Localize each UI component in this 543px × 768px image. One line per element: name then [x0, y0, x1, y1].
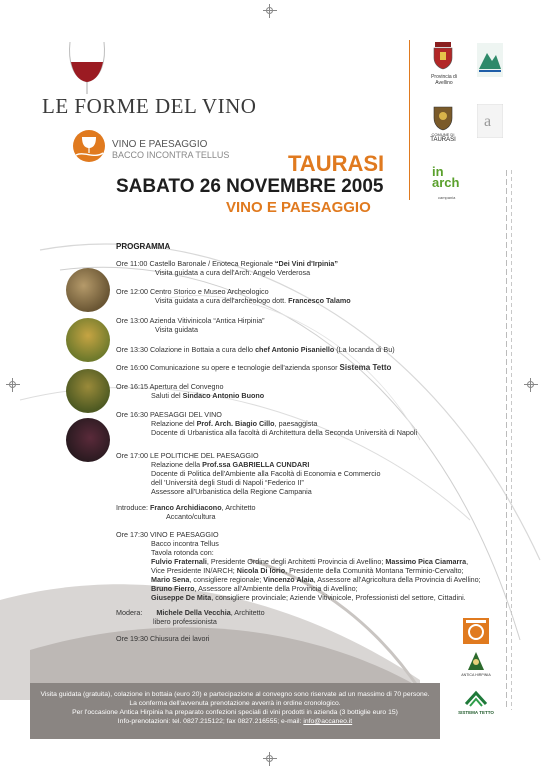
- item-time: Ore 19:30: [116, 634, 148, 643]
- program-item-1100: [116, 259, 338, 277]
- item-time: Modera:: [116, 608, 143, 617]
- tavola-name: Bruno Fierro: [151, 584, 195, 593]
- provincia-label: Provincia di Avellino: [431, 74, 457, 86]
- inarch-logo: in arch: [432, 164, 460, 190]
- item-time: Ore 17:30: [116, 530, 148, 539]
- item-line: Castello Baronale / Enoteca Regionale: [149, 259, 275, 268]
- item-time: Ore 16:00: [116, 363, 148, 372]
- item-line: Bacco incontra Tellus: [151, 539, 219, 548]
- item-time: Ore 13:00: [116, 316, 148, 325]
- vino-paesaggio-icon: [72, 129, 106, 163]
- tavola-text: , Presidente della Comunità Montana Terminio-Cervalto;: [285, 566, 464, 575]
- tavola-text: Vice Presidente IN/ARCH;: [151, 566, 237, 575]
- item-line: dell 'Università degli Studi di Napoli “Federico II”: [151, 478, 304, 487]
- program-item-modera: [116, 608, 265, 626]
- photo-vine-field: [66, 369, 110, 413]
- item-time: Ore 11:00: [116, 259, 148, 268]
- item-line: Colazione in Bottaia a cura dello: [149, 345, 256, 354]
- provincia-crest-icon: [432, 42, 454, 70]
- tavola-name: Fulvio Fraternali: [151, 557, 207, 566]
- item-line-bold: chef Antonio Pisaniello: [255, 345, 335, 354]
- item-line-bold: Sindaco Antonio Buono: [182, 391, 265, 400]
- item-line: libero professionista: [153, 617, 217, 626]
- item-line: , Architetto: [230, 608, 265, 617]
- program-item-1300: [116, 316, 265, 334]
- item-line-bold: Francesco Talamo: [288, 296, 351, 305]
- item-line: Accanto/cultura: [166, 512, 216, 521]
- program-item-1615: [116, 382, 264, 400]
- footer-line: Per l'occasione Antica Hirpinia ha preparato confezioni speciali di vini prodotti in azienda (3 bottiglie euro 15): [72, 709, 398, 716]
- item-line: Visita guidata a cura dell'Arch. Angelo Verderosa: [155, 268, 311, 277]
- photo-harvest: [66, 418, 110, 462]
- sponsor-orange-logo-icon: [463, 618, 489, 644]
- item-time: Ore 13:30: [116, 345, 148, 354]
- item-time: Introduce:: [116, 503, 148, 512]
- heading-theme: VINO E PAESAGGIO: [226, 199, 371, 216]
- item-time: Ore 12:00: [116, 287, 148, 296]
- accademia-logo-icon: [477, 104, 503, 138]
- item-line-bold: Sistema Tetto: [339, 363, 392, 372]
- item-time: Ore 16:30: [116, 410, 148, 419]
- item-time: Ore 17:00: [116, 451, 148, 460]
- item-line: Visita guidata: [155, 325, 199, 334]
- comunita-montana-icon: [477, 43, 503, 77]
- tavola-text: , Assessore all'Agricoltura della Provincia di Avellino;: [313, 575, 481, 584]
- item-line: Comunicazione su opere e tecnologie dell'azienda sponsor: [149, 363, 340, 372]
- item-line: Relazione della: [151, 460, 203, 469]
- footer-line: Visita guidata (gratuita), colazione in bottaia (euro 20) e partecipazione al convegno sono riservate ad un massimo di 70 persone.: [40, 691, 430, 698]
- item-line: PAESAGGI DEL VINO: [149, 410, 222, 419]
- item-line: (La locanda di Bu): [334, 345, 395, 354]
- tavola-name: Giuseppe De Mita: [151, 593, 212, 602]
- tavola-text: , consigliere provinciale; Aziende Vitivinicole, Professionisti del settore, Cittadini.: [211, 593, 466, 602]
- item-line-bold: “Dei Vini d'Irpinia”: [274, 259, 338, 268]
- item-line: Chiusura dei lavori: [149, 634, 210, 643]
- item-line: Azienda Vitivinicola “Antica Hirpinia”: [149, 316, 265, 325]
- item-line: Assessore all'Urbanistica della Regione Campania: [151, 487, 312, 496]
- program-item-1930: [116, 634, 210, 643]
- item-line: Centro Storico e Museo Archeologico: [149, 287, 269, 296]
- tavola-text: , Presidente Ordine degli Architetti Provincia di Avellino;: [206, 557, 386, 566]
- item-line: , Architetto: [221, 503, 256, 512]
- photo-vineyard-rows: [66, 268, 110, 312]
- vertical-fine-print: [506, 170, 518, 710]
- program-item-1630: [116, 410, 417, 437]
- sistema-tetto-icon: [464, 690, 488, 708]
- comune-name: TAURASI: [430, 137, 456, 143]
- program-item-introduce: [116, 503, 256, 521]
- tavola-name: Massimo Pica Ciamarra: [385, 557, 467, 566]
- inarch-sub: campania: [438, 195, 456, 200]
- footer-text: [30, 690, 440, 726]
- taurasi-crest-icon: [432, 103, 454, 131]
- item-line: Tavola rotonda con:: [151, 548, 214, 557]
- logo-subtitle-1: VINO E PAESAGGIO: [112, 139, 208, 150]
- item-line: Relazione del: [151, 419, 197, 428]
- tavola-text: , consigliere regionale;: [189, 575, 264, 584]
- item-line: VINO E PAESAGGIO: [149, 530, 219, 539]
- tavola-name: Mario Sena: [151, 575, 190, 584]
- tavola-name: Vincenzo Alaia: [263, 575, 314, 584]
- comune-label: COMUNE DI: [431, 132, 455, 137]
- antica-hirpinia-label: ANTICA HIRPINIA: [461, 673, 491, 677]
- item-line-bold: Michele Della Vecchia: [156, 608, 231, 617]
- tavola-text: , Assessore all'Ambiente della Provincia di Avellino;: [194, 584, 358, 593]
- programma-title: PROGRAMMA: [116, 242, 171, 251]
- item-line: Docente di Politica dell'Ambiente alla Facoltà di Economia e Commercio: [151, 469, 381, 478]
- program-item-1330: [116, 345, 395, 354]
- tavola-rotonda-list: [151, 557, 481, 602]
- tavola-name: Nicola Di Iorio: [236, 566, 286, 575]
- tavola-text: ,: [466, 557, 469, 566]
- item-line: Saluti del: [151, 391, 183, 400]
- svg-text:a: a: [484, 113, 492, 130]
- logo-subtitle-2: BACCO INCONTRA TELLUS: [112, 150, 230, 160]
- photo-grapes: [66, 318, 110, 362]
- item-line: , paesaggista: [274, 419, 318, 428]
- wine-glass-logo: [64, 40, 110, 96]
- program-item-1730: [116, 530, 219, 557]
- heading-place: TAURASI: [288, 151, 385, 176]
- item-time: Ore 16:15: [116, 382, 148, 391]
- item-line: Apertura del Convegno: [149, 382, 224, 391]
- program-item-1200: [116, 287, 351, 305]
- program-item-1700: [116, 451, 380, 496]
- item-line-bold: Prof. Arch. Biagio Cillo: [196, 419, 275, 428]
- antica-hirpinia-icon: [466, 650, 486, 672]
- item-line-bold: Prof.ssa GABRIELLA CUNDARI: [202, 460, 310, 469]
- item-line: Docente di Urbanistica alla facoltà di Architettura della Seconda Università di Napoli: [151, 428, 418, 437]
- footer-line: La conferma dell'avvenuta prenotazione avverrà in ordine cronologico.: [129, 700, 341, 707]
- sistema-tetto-label: SISTEMA TETTO: [458, 710, 494, 715]
- item-line-bold: Franco Archidiacono: [149, 503, 222, 512]
- footer-line: Info-prenotazioni: tel. 0827.215122; fax 0827.216555; e-mail:: [117, 718, 304, 725]
- item-line: LE POLITICHE DEL PAESAGGIO: [149, 451, 259, 460]
- sponsor-divider: [409, 40, 410, 200]
- logo-title: LE FORME DEL VINO: [42, 94, 257, 118]
- program-item-1600: [116, 363, 391, 372]
- heading-date: SABATO 26 NOVEMBRE 2005: [116, 176, 384, 197]
- item-line: Visita guidata a cura dell'archeologo dott.: [155, 296, 289, 305]
- footer-email-link[interactable]: info@accaneo.it: [303, 718, 353, 725]
